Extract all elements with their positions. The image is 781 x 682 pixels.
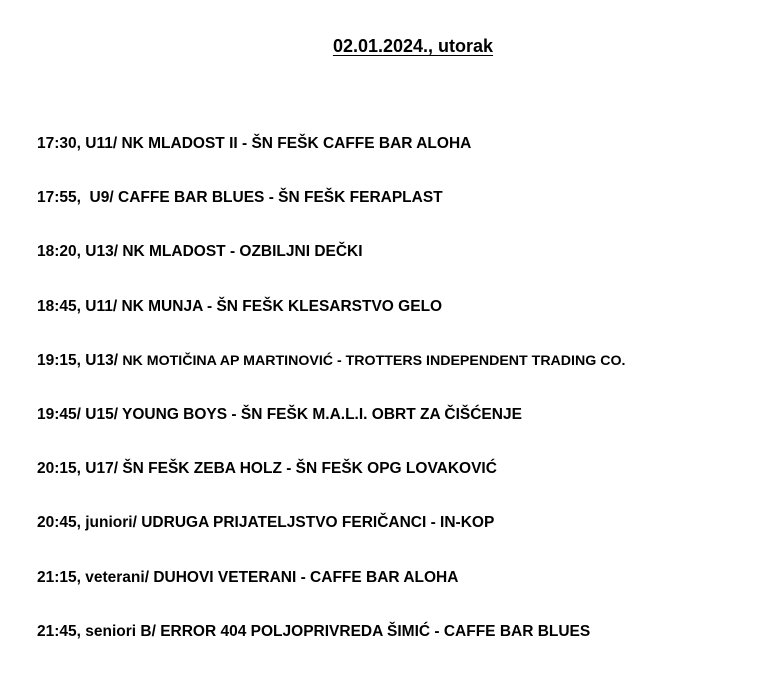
match-row-1 [37,133,777,187]
match-time-category: 17:55, U9/ [37,189,118,207]
page-title: 02.01.2024., utorak [332,36,494,56]
match-teams: CAFFE BAR BLUES - ŠN FEŠK FERAPLAST [118,189,443,207]
match-time-category: 20:45, juniori/ [37,514,142,532]
match-row-4 [37,296,777,350]
match-teams: NK MLADOST - OZBILJNI DEČKI [122,243,363,261]
match-time-category: 20:15, U17/ [37,460,123,478]
match-time-category: 21:15, veterani/ [37,568,154,586]
match-time-category: 19:45/ U15/ [37,405,123,423]
match-teams: ŠN FEŠK ZEBA HOLZ - ŠN FEŠK OPG LOVAKOVIĆ [122,460,497,478]
match-row-9 [37,567,777,621]
match-schedule [37,133,777,675]
match-teams: YOUNG BOYS - ŠN FEŠK M.A.L.I. OBRT ZA ČIŠĆENJE [122,405,522,423]
match-teams: NK MUNJA - ŠN FEŠK KLESARSTVO GELO [121,297,443,315]
match-teams: ERROR 404 POLJOPRIVREDA ŠIMIĆ - CAFFE BAR BLUES [160,622,591,640]
match-teams: DUHOVI VETERANI - CAFFE BAR ALOHA [153,568,459,586]
match-time-category: 19:15, U13/ [37,351,123,369]
match-time-category: 21:45, seniori B/ [37,622,161,640]
match-row-7 [37,458,777,512]
match-time-category: 17:30, U11/ [37,135,122,152]
match-row-8 [37,512,777,566]
match-teams: UDRUGA PRIJATELJSTVO FERIČANCI - IN-KOP [141,514,495,532]
match-row-3 [37,241,777,295]
match-time-category: 18:20, U13/ [37,243,123,261]
match-row-2 [37,187,777,241]
match-row-5 [37,350,777,404]
match-teams: NK MOTIČINA AP MARTINOVIĆ - TROTTERS INDEPENDENT TRADING CO. [122,352,626,369]
match-row-10 [37,621,777,675]
match-time-category: 18:45, U11/ [37,297,122,315]
match-row-6 [37,404,777,458]
match-teams: NK MLADOST II - ŠN FEŠK CAFFE BAR ALOHA [121,135,472,152]
